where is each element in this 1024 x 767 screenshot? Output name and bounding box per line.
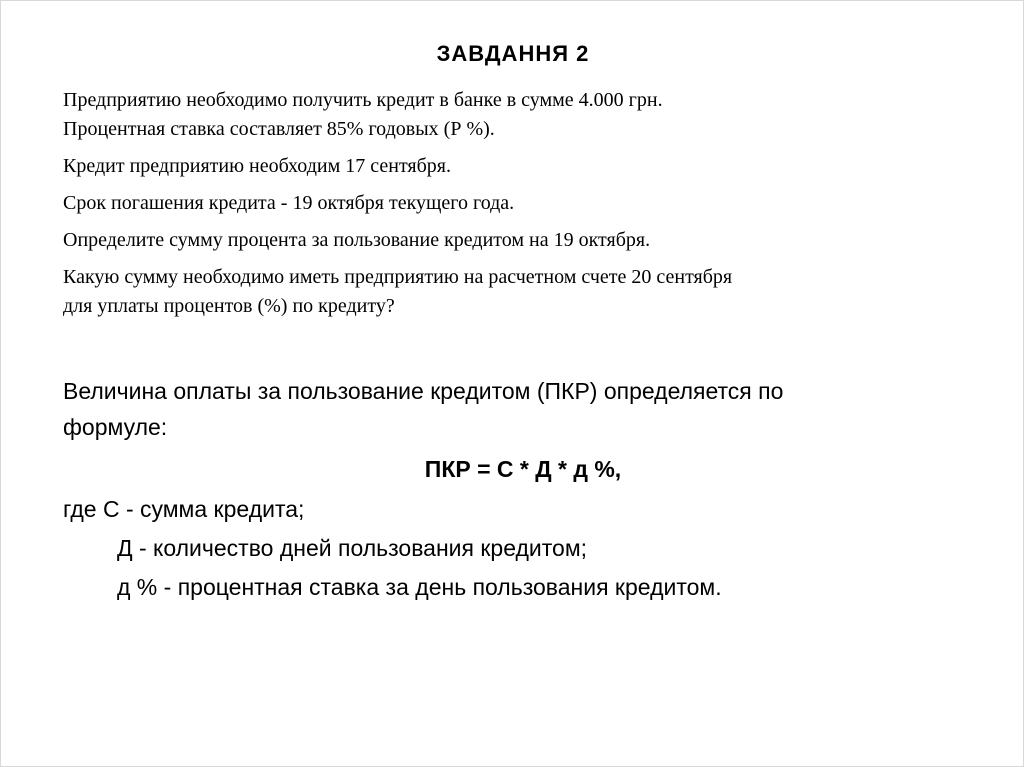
problem-paragraph [63,86,963,144]
formula: ПКР = С * Д * д %, [424,456,622,482]
text-line: Предприятию необходимо получить кредит в банке в сумме 4.000 грн. [63,89,663,111]
definition-line: д % - процентная ставка за день пользования кредитом. [117,574,722,600]
problem-paragraph [63,263,963,321]
where-line: где С - сумма кредита; [63,496,305,522]
problem-paragraph [63,226,963,255]
text-line: Какую сумму необходимо иметь предприятию на расчетном счете 20 сентября [63,266,733,288]
slide-title: ЗАВДАННЯ 2 [436,41,590,66]
text-line: Определите сумму процента за пользование кредитом на 19 октября. [63,229,651,251]
text-line: Процентная ставка составляет 85% годовых (Р %). [63,118,495,140]
problem-paragraph [63,152,963,181]
text-line: для уплаты процентов (%) по кредиту? [63,295,395,317]
text-line: Срок погашения кредита - 19 октября текущего года. [63,192,515,214]
problem-statement [63,86,963,329]
text-line: формуле: [63,414,168,440]
formula-intro [63,373,983,445]
text-line: Величина оплаты за пользование кредитом (ПКР) определяется по [63,378,784,404]
text-line: Кредит предприятию необходим 17 сентября. [63,155,451,177]
problem-paragraph [63,189,963,218]
definition-line: Д - количество дней пользования кредитом; [117,535,588,561]
formula-section [63,373,983,608]
